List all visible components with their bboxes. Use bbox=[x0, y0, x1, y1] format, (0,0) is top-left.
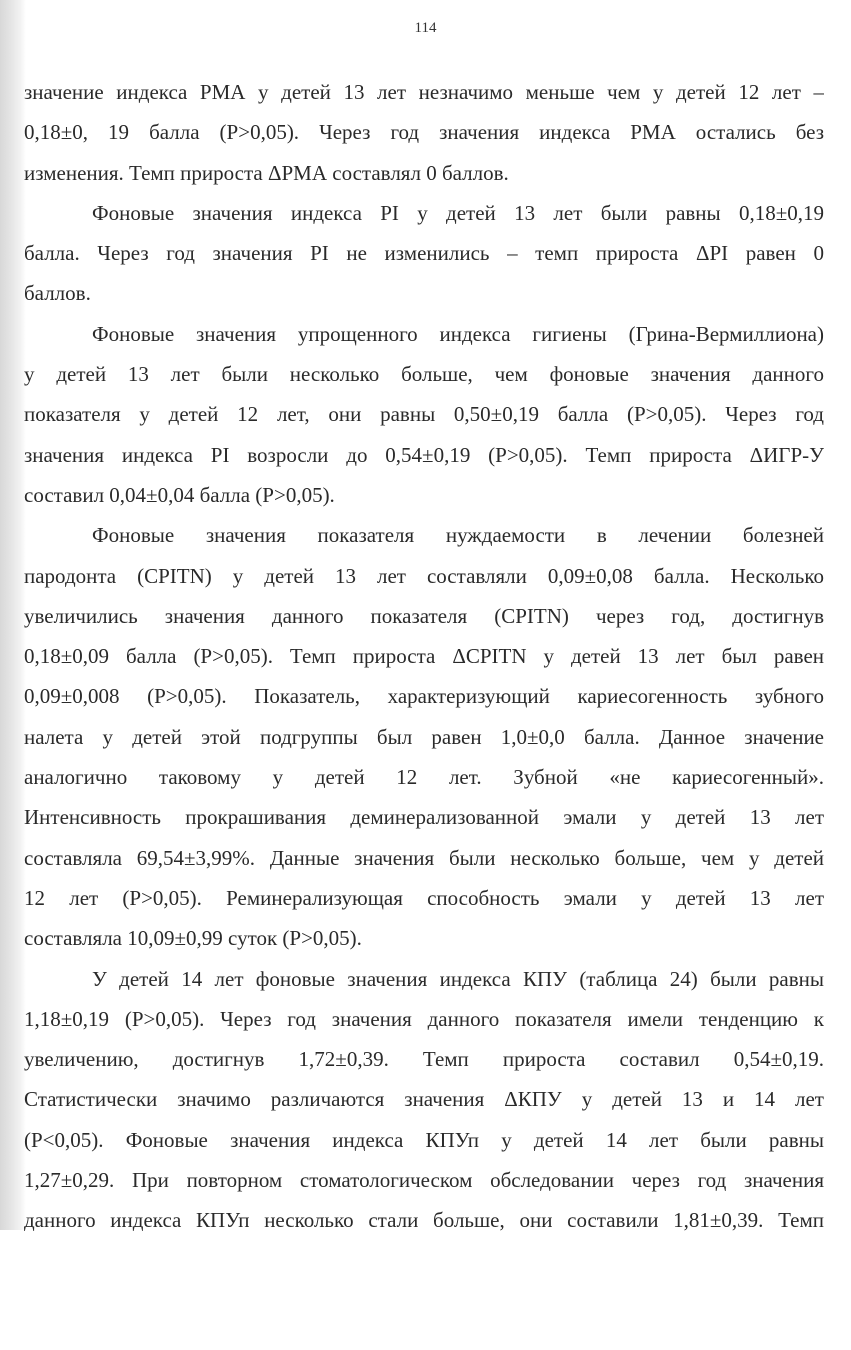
text-line: 0,18±0, 19 балла (Р>0,05). Через год значения индекса РМА остались без bbox=[24, 120, 824, 145]
text-line: составил 0,04±0,04 балла (Р>0,05). bbox=[24, 482, 335, 507]
text-line: увеличились значения данного показателя (CPITN) через год, достигнув bbox=[24, 603, 824, 628]
text-line: пародонта (CPITN) у детей 13 лет составляли 0,09±0,08 балла. Несколько bbox=[24, 563, 824, 588]
text-line: Фоновые значения показателя нуждаемости в лечении болезней bbox=[92, 523, 824, 548]
text-line: составляла 10,09±0,99 суток (Р>0,05). bbox=[24, 926, 362, 951]
document-body bbox=[24, 72, 824, 1241]
text-line: балла. Через год значения PI не изменились – темп прироста ΔPI равен 0 bbox=[24, 241, 824, 266]
paragraph bbox=[24, 193, 824, 314]
text-line: изменения. Темп прироста ΔРМА составлял 0 баллов. bbox=[24, 160, 509, 185]
text-line: Фоновые значения индекса PI у детей 13 лет были равны 0,18±0,19 bbox=[92, 200, 824, 225]
text-line: данного индекса КПУп несколько стали больше, они составили 1,81±0,39. Темп bbox=[24, 1208, 824, 1233]
page-number: 114 bbox=[414, 20, 437, 36]
text-line: налета у детей этой подгруппы был равен 1,0±0,0 балла. Данное значение bbox=[24, 724, 824, 749]
text-line: у детей 13 лет были несколько больше, чем фоновые значения данного bbox=[24, 362, 824, 387]
text-line: Фоновые значения упрощенного индекса гигиены (Грина-Вермиллиона) bbox=[92, 321, 824, 346]
text-line: аналогично таковому у детей 12 лет. Зубной «не кариесогенный». bbox=[24, 765, 824, 790]
text-line: Интенсивность прокрашивания деминерализованной эмали у детей 13 лет bbox=[24, 805, 824, 830]
paragraph bbox=[24, 959, 824, 1241]
paragraph bbox=[24, 72, 824, 193]
text-line: баллов. bbox=[24, 281, 91, 306]
scan-shadow-edge bbox=[0, 0, 26, 1230]
text-line: показателя у детей 12 лет, они равны 0,50±0,19 балла (Р>0,05). Через год bbox=[24, 402, 824, 427]
text-line: 1,18±0,19 (Р>0,05). Через год значения данного показателя имели тенденцию к bbox=[24, 1006, 824, 1031]
text-line: увеличению, достигнув 1,72±0,39. Темп прироста составил 0,54±0,19. bbox=[24, 1047, 824, 1072]
text-line: (Р<0,05). Фоновые значения индекса КПУп у детей 14 лет были равны bbox=[24, 1127, 824, 1152]
text-line: Статистически значимо различаются значения ΔКПУ у детей 13 и 14 лет bbox=[24, 1087, 824, 1112]
text-line: значения индекса PI возросли до 0,54±0,19 (Р>0,05). Темп прироста ΔИГР-У bbox=[24, 442, 824, 467]
text-line: У детей 14 лет фоновые значения индекса КПУ (таблица 24) были равны bbox=[92, 966, 824, 991]
text-line: значение индекса РМА у детей 13 лет незначимо меньше чем у детей 12 лет – bbox=[24, 80, 824, 104]
text-line: 0,18±0,09 балла (Р>0,05). Темп прироста ΔCPITN у детей 13 лет был равен bbox=[24, 644, 824, 669]
text-line: 0,09±0,008 (Р>0,05). Показатель, характеризующий кариесогенность зубного bbox=[24, 684, 824, 709]
text-line: 1,27±0,29. При повторном стоматологическом обследовании через год значения bbox=[24, 1168, 824, 1193]
text-line: 12 лет (Р>0,05). Реминерализующая способность эмали у детей 13 лет bbox=[24, 885, 824, 910]
paragraph bbox=[24, 314, 824, 515]
text-line: составляла 69,54±3,99%. Данные значения были несколько больше, чем у детей bbox=[24, 845, 824, 870]
paragraph bbox=[24, 515, 824, 958]
